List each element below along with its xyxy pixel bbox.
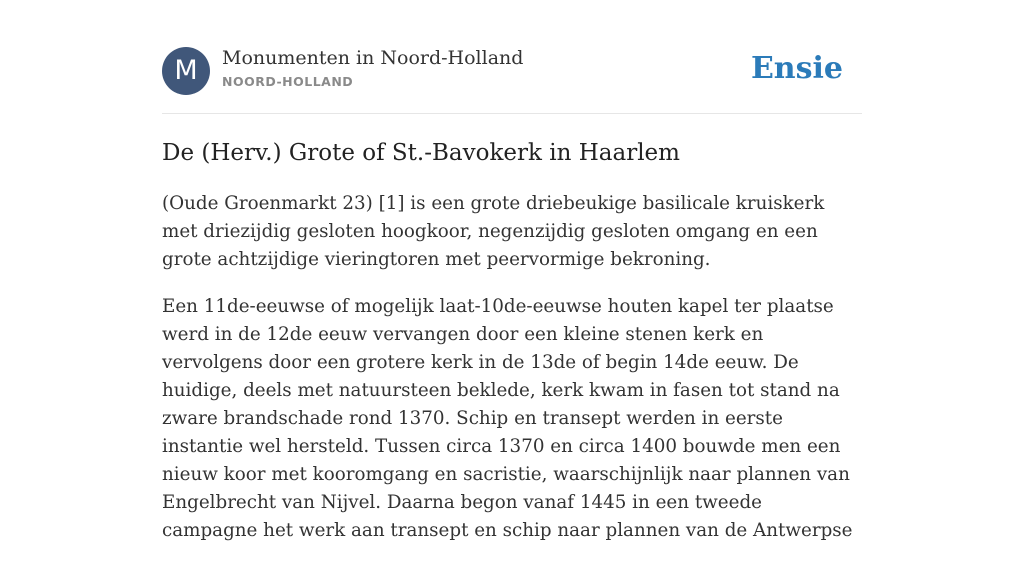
article-paragraph: Een 11de-eeuwse of mogelijk laat-10de-eeuwse houten kapel ter plaatse werd in de 12de eeuw vervangen door een kleine stenen kerk en vervolgens door een grotere kerk in de 13de of begin 14de eeuw. De huidige, deels met natuursteen beklede, kerk kwam in fasen tot stand na zware brandschade rond 1370. Schip en transept werden in eerste instantie wel hersteld. Tussen circa 1370 en circa 1400 bouwde men een nieuw koor met kooromgang en sacristie, waarschijnlijk naar plannen van Engelbrecht van Nijvel. Daarna begon vanaf 1445 in een tweede campagne het werk aan transept en schip naar plannen van de Antwerpse [162, 296, 853, 541]
article-title: De (Herv.) Grote of St.-Bavokerk in Haarlem [162, 140, 680, 166]
avatar[interactable]: M [162, 47, 210, 95]
article-paragraph: (Oude Groenmarkt 23) [1] is een grote driebeukige basilicale kruiskerk met driezijdig gesloten hoogkoor, negenzijdig gesloten omgang en een grote achtzijdige vieringtoren met peervormige bekroning. [162, 193, 825, 270]
article-body [162, 190, 862, 564]
source-title-link[interactable]: Monumenten in Noord-Holland [222, 47, 524, 69]
source-subtitle: NOORD-HOLLAND [222, 74, 354, 89]
header [162, 0, 862, 114]
page [162, 0, 862, 541]
brand-logo[interactable]: Ensie [750, 51, 843, 86]
